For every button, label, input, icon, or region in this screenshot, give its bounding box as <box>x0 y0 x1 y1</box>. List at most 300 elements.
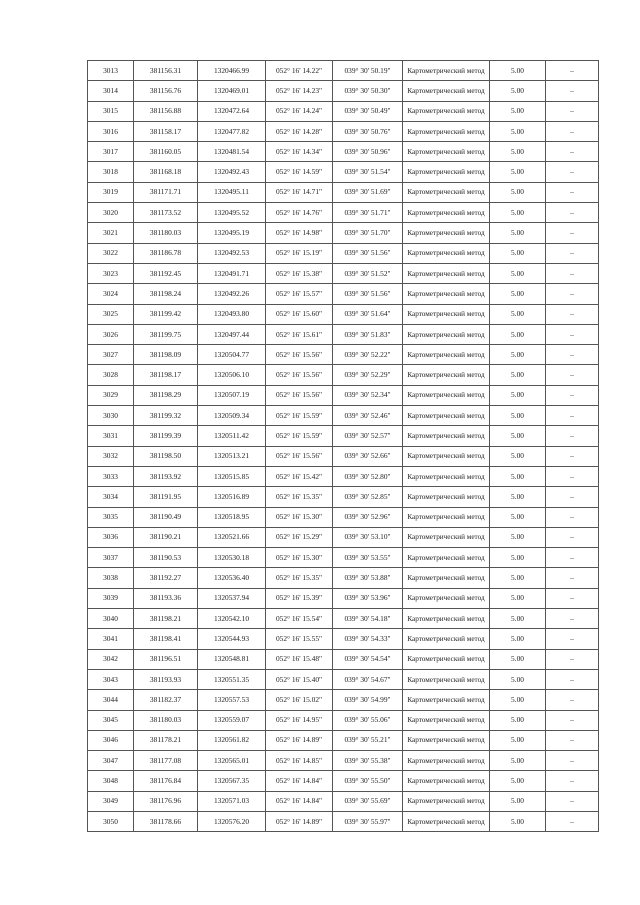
accuracy-cell: 5.00 <box>490 182 546 202</box>
y-coordinate-cell: 1320495.11 <box>198 182 266 202</box>
note-cell: – <box>546 345 599 365</box>
note-cell: – <box>546 527 599 547</box>
latitude-cell: 052° 16' 15.59" <box>266 406 333 426</box>
method-cell: Картометрический метод <box>403 121 490 141</box>
latitude-cell: 052° 16' 14.84" <box>266 771 333 791</box>
table-row <box>88 609 599 629</box>
table-row <box>88 223 599 243</box>
longitude-cell: 039° 30' 51.69" <box>333 182 403 202</box>
x-coordinate-cell: 381182.37 <box>134 690 198 710</box>
table-row <box>88 730 599 750</box>
method-cell: Картометрический метод <box>403 710 490 730</box>
note-cell: – <box>546 223 599 243</box>
method-cell: Картометрический метод <box>403 751 490 771</box>
y-coordinate-cell: 1320466.99 <box>198 61 266 81</box>
x-coordinate-cell: 381156.31 <box>134 61 198 81</box>
x-coordinate-cell: 381193.93 <box>134 669 198 689</box>
point-number-cell: 3048 <box>88 771 134 791</box>
point-number-cell: 3023 <box>88 263 134 283</box>
longitude-cell: 039° 30' 51.64" <box>333 304 403 324</box>
method-cell: Картометрический метод <box>403 406 490 426</box>
point-number-cell: 3018 <box>88 162 134 182</box>
y-coordinate-cell: 1320495.52 <box>198 203 266 223</box>
table-row <box>88 649 599 669</box>
latitude-cell: 052° 16' 14.98" <box>266 223 333 243</box>
accuracy-cell: 5.00 <box>490 81 546 101</box>
accuracy-cell: 5.00 <box>490 406 546 426</box>
longitude-cell: 039° 30' 54.67" <box>333 669 403 689</box>
longitude-cell: 039° 30' 55.69" <box>333 791 403 811</box>
point-number-cell: 3036 <box>88 527 134 547</box>
coordinates-table <box>87 60 599 832</box>
latitude-cell: 052° 16' 14.71" <box>266 182 333 202</box>
longitude-cell: 039° 30' 55.21" <box>333 730 403 750</box>
point-number-cell: 3034 <box>88 487 134 507</box>
x-coordinate-cell: 381198.50 <box>134 446 198 466</box>
point-number-cell: 3013 <box>88 61 134 81</box>
longitude-cell: 039° 30' 55.97" <box>333 811 403 831</box>
y-coordinate-cell: 1320472.64 <box>198 101 266 121</box>
latitude-cell: 052° 16' 15.55" <box>266 629 333 649</box>
x-coordinate-cell: 381199.39 <box>134 426 198 446</box>
latitude-cell: 052° 16' 14.89" <box>266 730 333 750</box>
note-cell: – <box>546 548 599 568</box>
accuracy-cell: 5.00 <box>490 710 546 730</box>
note-cell: – <box>546 263 599 283</box>
x-coordinate-cell: 381180.03 <box>134 223 198 243</box>
point-number-cell: 3033 <box>88 466 134 486</box>
x-coordinate-cell: 381192.45 <box>134 263 198 283</box>
latitude-cell: 052° 16' 14.59" <box>266 162 333 182</box>
method-cell: Картометрический метод <box>403 182 490 202</box>
accuracy-cell: 5.00 <box>490 304 546 324</box>
note-cell: – <box>546 690 599 710</box>
y-coordinate-cell: 1320521.66 <box>198 527 266 547</box>
latitude-cell: 052° 16' 15.30" <box>266 548 333 568</box>
point-number-cell: 3030 <box>88 406 134 426</box>
longitude-cell: 039° 30' 53.88" <box>333 568 403 588</box>
method-cell: Картометрический метод <box>403 304 490 324</box>
accuracy-cell: 5.00 <box>490 771 546 791</box>
note-cell: – <box>546 710 599 730</box>
y-coordinate-cell: 1320536.40 <box>198 568 266 588</box>
longitude-cell: 039° 30' 53.10" <box>333 527 403 547</box>
y-coordinate-cell: 1320544.93 <box>198 629 266 649</box>
x-coordinate-cell: 381178.66 <box>134 811 198 831</box>
point-number-cell: 3037 <box>88 548 134 568</box>
point-number-cell: 3031 <box>88 426 134 446</box>
y-coordinate-cell: 1320509.34 <box>198 406 266 426</box>
table-row <box>88 690 599 710</box>
y-coordinate-cell: 1320516.89 <box>198 487 266 507</box>
point-number-cell: 3025 <box>88 304 134 324</box>
x-coordinate-cell: 381177.08 <box>134 751 198 771</box>
latitude-cell: 052° 16' 14.34" <box>266 142 333 162</box>
y-coordinate-cell: 1320507.19 <box>198 385 266 405</box>
note-cell: – <box>546 771 599 791</box>
y-coordinate-cell: 1320492.53 <box>198 243 266 263</box>
method-cell: Картометрический метод <box>403 446 490 466</box>
accuracy-cell: 5.00 <box>490 162 546 182</box>
y-coordinate-cell: 1320491.71 <box>198 263 266 283</box>
y-coordinate-cell: 1320530.18 <box>198 548 266 568</box>
table-row <box>88 710 599 730</box>
x-coordinate-cell: 381176.84 <box>134 771 198 791</box>
latitude-cell: 052° 16' 15.29" <box>266 527 333 547</box>
note-cell: – <box>546 365 599 385</box>
method-cell: Картометрический метод <box>403 324 490 344</box>
note-cell: – <box>546 101 599 121</box>
longitude-cell: 039° 30' 51.56" <box>333 284 403 304</box>
latitude-cell: 052° 16' 15.35" <box>266 568 333 588</box>
longitude-cell: 039° 30' 50.30" <box>333 81 403 101</box>
point-number-cell: 3027 <box>88 345 134 365</box>
accuracy-cell: 5.00 <box>490 568 546 588</box>
method-cell: Картометрический метод <box>403 527 490 547</box>
accuracy-cell: 5.00 <box>490 345 546 365</box>
longitude-cell: 039° 30' 54.99" <box>333 690 403 710</box>
table-row <box>88 263 599 283</box>
note-cell: – <box>546 162 599 182</box>
y-coordinate-cell: 1320537.94 <box>198 588 266 608</box>
y-coordinate-cell: 1320477.82 <box>198 121 266 141</box>
longitude-cell: 039° 30' 50.76" <box>333 121 403 141</box>
note-cell: – <box>546 609 599 629</box>
accuracy-cell: 5.00 <box>490 324 546 344</box>
x-coordinate-cell: 381193.92 <box>134 466 198 486</box>
point-number-cell: 3044 <box>88 690 134 710</box>
y-coordinate-cell: 1320567.35 <box>198 771 266 791</box>
note-cell: – <box>546 669 599 689</box>
accuracy-cell: 5.00 <box>490 629 546 649</box>
x-coordinate-cell: 381156.76 <box>134 81 198 101</box>
method-cell: Картометрический метод <box>403 385 490 405</box>
accuracy-cell: 5.00 <box>490 690 546 710</box>
y-coordinate-cell: 1320518.95 <box>198 507 266 527</box>
table-row <box>88 446 599 466</box>
note-cell: – <box>546 466 599 486</box>
longitude-cell: 039° 30' 50.49" <box>333 101 403 121</box>
point-number-cell: 3035 <box>88 507 134 527</box>
note-cell: – <box>546 284 599 304</box>
longitude-cell: 039° 30' 54.18" <box>333 609 403 629</box>
latitude-cell: 052° 16' 15.35" <box>266 487 333 507</box>
note-cell: – <box>546 81 599 101</box>
latitude-cell: 052° 16' 15.30" <box>266 507 333 527</box>
point-number-cell: 3040 <box>88 609 134 629</box>
y-coordinate-cell: 1320492.26 <box>198 284 266 304</box>
x-coordinate-cell: 381199.42 <box>134 304 198 324</box>
longitude-cell: 039° 30' 50.96" <box>333 142 403 162</box>
x-coordinate-cell: 381190.49 <box>134 507 198 527</box>
accuracy-cell: 5.00 <box>490 811 546 831</box>
latitude-cell: 052° 16' 14.24" <box>266 101 333 121</box>
accuracy-cell: 5.00 <box>490 730 546 750</box>
y-coordinate-cell: 1320469.01 <box>198 81 266 101</box>
accuracy-cell: 5.00 <box>490 466 546 486</box>
y-coordinate-cell: 1320571.03 <box>198 791 266 811</box>
table-row <box>88 365 599 385</box>
method-cell: Картометрический метод <box>403 263 490 283</box>
method-cell: Картометрический метод <box>403 669 490 689</box>
longitude-cell: 039° 30' 52.66" <box>333 446 403 466</box>
accuracy-cell: 5.00 <box>490 223 546 243</box>
longitude-cell: 039° 30' 53.96" <box>333 588 403 608</box>
note-cell: – <box>546 649 599 669</box>
table-row <box>88 304 599 324</box>
method-cell: Картометрический метод <box>403 649 490 669</box>
method-cell: Картометрический метод <box>403 548 490 568</box>
note-cell: – <box>546 811 599 831</box>
latitude-cell: 052° 16' 15.60" <box>266 304 333 324</box>
point-number-cell: 3016 <box>88 121 134 141</box>
latitude-cell: 052° 16' 15.57" <box>266 284 333 304</box>
method-cell: Картометрический метод <box>403 466 490 486</box>
accuracy-cell: 5.00 <box>490 263 546 283</box>
y-coordinate-cell: 1320495.19 <box>198 223 266 243</box>
method-cell: Картометрический метод <box>403 162 490 182</box>
longitude-cell: 039° 30' 52.85" <box>333 487 403 507</box>
point-number-cell: 3046 <box>88 730 134 750</box>
method-cell: Картометрический метод <box>403 81 490 101</box>
note-cell: – <box>546 751 599 771</box>
x-coordinate-cell: 381198.09 <box>134 345 198 365</box>
x-coordinate-cell: 381180.03 <box>134 710 198 730</box>
x-coordinate-cell: 381176.96 <box>134 791 198 811</box>
note-cell: – <box>546 142 599 162</box>
method-cell: Картометрический метод <box>403 142 490 162</box>
x-coordinate-cell: 381198.21 <box>134 609 198 629</box>
table-row <box>88 588 599 608</box>
note-cell: – <box>546 487 599 507</box>
x-coordinate-cell: 381198.41 <box>134 629 198 649</box>
x-coordinate-cell: 381158.17 <box>134 121 198 141</box>
table-row <box>88 568 599 588</box>
y-coordinate-cell: 1320481.54 <box>198 142 266 162</box>
y-coordinate-cell: 1320493.80 <box>198 304 266 324</box>
table-row <box>88 487 599 507</box>
table-row <box>88 548 599 568</box>
y-coordinate-cell: 1320492.43 <box>198 162 266 182</box>
point-number-cell: 3047 <box>88 751 134 771</box>
accuracy-cell: 5.00 <box>490 243 546 263</box>
latitude-cell: 052° 16' 15.02" <box>266 690 333 710</box>
point-number-cell: 3050 <box>88 811 134 831</box>
method-cell: Картометрический метод <box>403 345 490 365</box>
longitude-cell: 039° 30' 51.56" <box>333 243 403 263</box>
method-cell: Картометрический метод <box>403 588 490 608</box>
method-cell: Картометрический метод <box>403 426 490 446</box>
point-number-cell: 3041 <box>88 629 134 649</box>
y-coordinate-cell: 1320542.10 <box>198 609 266 629</box>
accuracy-cell: 5.00 <box>490 61 546 81</box>
longitude-cell: 039° 30' 55.50" <box>333 771 403 791</box>
table-row <box>88 811 599 831</box>
table-row <box>88 406 599 426</box>
latitude-cell: 052° 16' 14.28" <box>266 121 333 141</box>
table-row <box>88 466 599 486</box>
table-row <box>88 81 599 101</box>
note-cell: – <box>546 588 599 608</box>
table-row <box>88 324 599 344</box>
x-coordinate-cell: 381192.27 <box>134 568 198 588</box>
x-coordinate-cell: 381171.71 <box>134 182 198 202</box>
longitude-cell: 039° 30' 50.19" <box>333 61 403 81</box>
table-row <box>88 527 599 547</box>
point-number-cell: 3021 <box>88 223 134 243</box>
table-row <box>88 243 599 263</box>
point-number-cell: 3042 <box>88 649 134 669</box>
x-coordinate-cell: 381198.17 <box>134 365 198 385</box>
table-row <box>88 182 599 202</box>
y-coordinate-cell: 1320506.10 <box>198 365 266 385</box>
method-cell: Картометрический метод <box>403 507 490 527</box>
longitude-cell: 039° 30' 52.80" <box>333 466 403 486</box>
table-row <box>88 751 599 771</box>
note-cell: – <box>546 385 599 405</box>
accuracy-cell: 5.00 <box>490 142 546 162</box>
point-number-cell: 3038 <box>88 568 134 588</box>
latitude-cell: 052° 16' 14.84" <box>266 791 333 811</box>
method-cell: Картометрический метод <box>403 791 490 811</box>
latitude-cell: 052° 16' 15.61" <box>266 324 333 344</box>
x-coordinate-cell: 381191.95 <box>134 487 198 507</box>
latitude-cell: 052° 16' 15.38" <box>266 263 333 283</box>
latitude-cell: 052° 16' 14.95" <box>266 710 333 730</box>
note-cell: – <box>546 426 599 446</box>
accuracy-cell: 5.00 <box>490 101 546 121</box>
latitude-cell: 052° 16' 15.40" <box>266 669 333 689</box>
note-cell: – <box>546 406 599 426</box>
latitude-cell: 052° 16' 14.76" <box>266 203 333 223</box>
method-cell: Картометрический метод <box>403 203 490 223</box>
point-number-cell: 3017 <box>88 142 134 162</box>
latitude-cell: 052° 16' 15.56" <box>266 446 333 466</box>
table-row <box>88 385 599 405</box>
point-number-cell: 3026 <box>88 324 134 344</box>
point-number-cell: 3019 <box>88 182 134 202</box>
y-coordinate-cell: 1320513.21 <box>198 446 266 466</box>
y-coordinate-cell: 1320548.81 <box>198 649 266 669</box>
note-cell: – <box>546 243 599 263</box>
y-coordinate-cell: 1320515.85 <box>198 466 266 486</box>
latitude-cell: 052° 16' 15.39" <box>266 588 333 608</box>
table-row <box>88 121 599 141</box>
latitude-cell: 052° 16' 15.42" <box>266 466 333 486</box>
table-row <box>88 629 599 649</box>
accuracy-cell: 5.00 <box>490 548 546 568</box>
x-coordinate-cell: 381186.78 <box>134 243 198 263</box>
table-row <box>88 507 599 527</box>
longitude-cell: 039° 30' 52.29" <box>333 365 403 385</box>
latitude-cell: 052° 16' 15.19" <box>266 243 333 263</box>
note-cell: – <box>546 182 599 202</box>
accuracy-cell: 5.00 <box>490 609 546 629</box>
method-cell: Картометрический метод <box>403 284 490 304</box>
longitude-cell: 039° 30' 52.46" <box>333 406 403 426</box>
x-coordinate-cell: 381190.21 <box>134 527 198 547</box>
method-cell: Картометрический метод <box>403 730 490 750</box>
y-coordinate-cell: 1320551.35 <box>198 669 266 689</box>
note-cell: – <box>546 791 599 811</box>
table-row <box>88 669 599 689</box>
latitude-cell: 052° 16' 15.56" <box>266 365 333 385</box>
x-coordinate-cell: 381160.05 <box>134 142 198 162</box>
longitude-cell: 039° 30' 54.54" <box>333 649 403 669</box>
note-cell: – <box>546 121 599 141</box>
point-number-cell: 3045 <box>88 710 134 730</box>
note-cell: – <box>546 568 599 588</box>
point-number-cell: 3015 <box>88 101 134 121</box>
note-cell: – <box>546 203 599 223</box>
latitude-cell: 052° 16' 15.48" <box>266 649 333 669</box>
accuracy-cell: 5.00 <box>490 669 546 689</box>
note-cell: – <box>546 446 599 466</box>
longitude-cell: 039° 30' 52.57" <box>333 426 403 446</box>
longitude-cell: 039° 30' 52.34" <box>333 385 403 405</box>
accuracy-cell: 5.00 <box>490 649 546 669</box>
point-number-cell: 3024 <box>88 284 134 304</box>
accuracy-cell: 5.00 <box>490 121 546 141</box>
y-coordinate-cell: 1320559.07 <box>198 710 266 730</box>
latitude-cell: 052° 16' 15.54" <box>266 609 333 629</box>
latitude-cell: 052° 16' 15.59" <box>266 426 333 446</box>
longitude-cell: 039° 30' 51.70" <box>333 223 403 243</box>
accuracy-cell: 5.00 <box>490 791 546 811</box>
x-coordinate-cell: 381193.36 <box>134 588 198 608</box>
x-coordinate-cell: 381198.29 <box>134 385 198 405</box>
table-row <box>88 101 599 121</box>
table-row <box>88 426 599 446</box>
method-cell: Картометрический метод <box>403 487 490 507</box>
y-coordinate-cell: 1320576.20 <box>198 811 266 831</box>
x-coordinate-cell: 381199.75 <box>134 324 198 344</box>
accuracy-cell: 5.00 <box>490 588 546 608</box>
table-row <box>88 142 599 162</box>
table-row <box>88 345 599 365</box>
note-cell: – <box>546 730 599 750</box>
accuracy-cell: 5.00 <box>490 203 546 223</box>
y-coordinate-cell: 1320557.53 <box>198 690 266 710</box>
accuracy-cell: 5.00 <box>490 487 546 507</box>
y-coordinate-cell: 1320497.44 <box>198 324 266 344</box>
table-row <box>88 162 599 182</box>
method-cell: Картометрический метод <box>403 223 490 243</box>
x-coordinate-cell: 381196.51 <box>134 649 198 669</box>
method-cell: Картометрический метод <box>403 690 490 710</box>
note-cell: – <box>546 507 599 527</box>
latitude-cell: 052° 16' 14.89" <box>266 811 333 831</box>
longitude-cell: 039° 30' 55.38" <box>333 751 403 771</box>
x-coordinate-cell: 381198.24 <box>134 284 198 304</box>
table-row <box>88 61 599 81</box>
longitude-cell: 039° 30' 54.33" <box>333 629 403 649</box>
note-cell: – <box>546 629 599 649</box>
method-cell: Картометрический метод <box>403 61 490 81</box>
x-coordinate-cell: 381156.88 <box>134 101 198 121</box>
accuracy-cell: 5.00 <box>490 385 546 405</box>
longitude-cell: 039° 30' 51.52" <box>333 263 403 283</box>
latitude-cell: 052° 16' 15.56" <box>266 385 333 405</box>
accuracy-cell: 5.00 <box>490 527 546 547</box>
point-number-cell: 3043 <box>88 669 134 689</box>
method-cell: Картометрический метод <box>403 365 490 385</box>
accuracy-cell: 5.00 <box>490 751 546 771</box>
point-number-cell: 3032 <box>88 446 134 466</box>
accuracy-cell: 5.00 <box>490 284 546 304</box>
table-body <box>88 61 599 832</box>
x-coordinate-cell: 381199.32 <box>134 406 198 426</box>
